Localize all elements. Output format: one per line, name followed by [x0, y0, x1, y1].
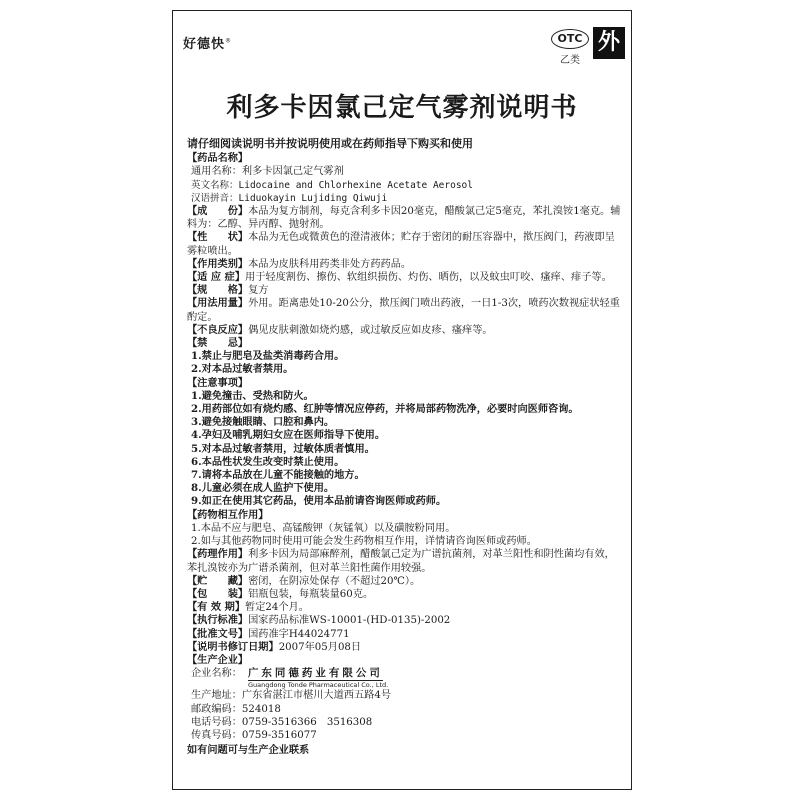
approval-label: 【批准文号】 — [187, 627, 249, 640]
interactions-header: 【药物相互作用】 — [187, 508, 269, 521]
revision-text: 2007年05月08日 — [278, 641, 362, 653]
adverse-section — [187, 324, 623, 337]
company-phone: 电话号码：0759-3516366 3516308 — [191, 716, 373, 728]
company-name-block — [248, 667, 388, 689]
revision-section — [187, 641, 623, 654]
ingredients-text: 本品为复方制剂，每克含利多卡因20毫克，醋酸氯己定5毫克，苯扎溴铵1毫克。辅料为：乙醇、异丙醇、抛射剂。 — [187, 206, 621, 231]
approval-text: 国药准字H44024771 — [248, 628, 350, 640]
registered-mark: ® — [225, 37, 233, 45]
precaution-item: 6.本品性状发生改变时禁止使用。 — [191, 455, 345, 468]
category-section — [187, 258, 623, 271]
otc-class-label: 乙类 — [560, 55, 580, 66]
company-name-en: Guangdong Tonde Pharmaceutical Co., Ltd. — [247, 681, 389, 690]
spec-label: 【规 格】 — [187, 284, 249, 297]
precaution-item: 1.避免撞击、受热和防火。 — [191, 389, 314, 402]
company-name-row — [187, 667, 623, 689]
reading-instruction: 请仔细阅读说明书并按说明使用或在药师指导下购买和使用 — [187, 137, 473, 150]
interaction-item: 2.如与其他药物同时使用可能会发生药物相互作用，详情请咨询医师或药师。 — [191, 536, 537, 548]
leaflet-body — [187, 137, 623, 757]
pharmacology-text: 利多卡因为局部麻醉剂，醋酸氯己定为广谱抗菌剂，对革兰阳性和阴性菌均有效，苯扎溴铵亦为广谱杀菌剂，但对革兰阳性菌作用较强。 — [187, 549, 615, 574]
category-label: 【作用类别】 — [187, 257, 249, 270]
english-name: 英文名称：Lidocaine and Chlorhexine Acetate Aerosol — [191, 179, 473, 191]
storage-label: 【贮 藏】 — [187, 574, 249, 587]
revision-label: 【说明书修订日期】 — [187, 640, 279, 653]
standard-label: 【执行标准】 — [187, 614, 249, 627]
external-use-badge: 外 — [593, 27, 625, 59]
storage-section — [187, 575, 623, 588]
adverse-label: 【不良反应】 — [187, 323, 249, 336]
precautions-header: 【注意事项】 — [187, 376, 249, 389]
contraindications-header: 【禁 忌】 — [187, 337, 249, 350]
contraindication-item: 2.对本品过敏者禁用。 — [191, 363, 294, 376]
ingredients-section — [187, 205, 623, 231]
standard-text: 国家药品标准WS-10001-(HD-0135)-2002 — [248, 615, 451, 627]
pharmacology-label: 【药理作用】 — [187, 548, 249, 561]
validity-text: 暂定24个月。 — [245, 602, 309, 614]
indications-section — [187, 271, 623, 284]
precaution-item: 3.避免接触眼睛、口腔和鼻内。 — [191, 416, 335, 429]
approval-section — [187, 628, 623, 641]
usage-text: 外用。距离患处10-20公分，揿压阀门喷出药液，一日1-3次，喷药次数视症状轻重酌定。 — [187, 298, 620, 323]
usage-section — [187, 297, 623, 323]
leaflet-sheet — [172, 10, 632, 790]
character-section — [187, 231, 623, 257]
closing-note: 如有问题可与生产企业联系 — [187, 744, 310, 757]
company-label: 企业名称： — [191, 668, 242, 680]
pinyin-name: 汉语拼音：Liduokayin Lujiding Qiwuji — [191, 192, 388, 204]
precaution-item: 5.对本品过敏者禁用，过敏体质者慎用。 — [191, 442, 375, 455]
interaction-item: 1.本品不应与肥皂、高锰酸钾（灰锰氧）以及磺胺粉同用。 — [191, 522, 456, 534]
validity-section — [187, 601, 623, 614]
character-text: 本品为无色或微黄色的澄清液体；贮存于密闭的耐压容器中，揿压阀门，药液即呈雾粒喷出。 — [187, 232, 615, 257]
precaution-item: 7.请将本品放在儿童不能接触的地方。 — [191, 469, 365, 482]
validity-label: 【有 效 期】 — [187, 601, 246, 614]
company-name-cn: 广东同德药业有限公司 — [248, 667, 383, 681]
spec-text: 复方 — [248, 285, 269, 297]
document-title: 利多卡因氯己定气雾剂说明书 — [226, 93, 578, 123]
otc-oval-label: OTC — [551, 29, 589, 49]
generic-name: 通用名称：利多卡因氯己定气雾剂 — [191, 166, 344, 178]
standard-section — [187, 614, 623, 627]
package-section — [187, 588, 623, 601]
category-text: 本品为皮肤科用药类非处方药药品。 — [248, 258, 412, 270]
indications-text: 用于轻度割伤、擦伤、软组织损伤、灼伤、晒伤，以及蚊虫叮咬、瘙痒、痱子等。 — [245, 272, 612, 284]
manufacturer-header: 【生产企业】 — [187, 653, 249, 666]
otc-badge — [551, 29, 589, 75]
character-label: 【性 状】 — [187, 231, 249, 244]
precaution-item: 9.如正在使用其它药品，使用本品前请咨询医师或药师。 — [191, 495, 447, 508]
indications-label: 【适 应 症】 — [187, 271, 246, 284]
precaution-item: 4.孕妇及哺乳期妇女应在医师指导下使用。 — [191, 429, 386, 442]
company-address: 生产地址：广东省湛江市椹川大道西五路4号 — [191, 690, 392, 702]
adverse-text: 偶见皮肤刺激如烧灼感，或过敏反应如皮疹、瘙痒等。 — [248, 324, 493, 336]
package-text: 铝瓶包装，每瓶装量60克。 — [248, 588, 374, 600]
ingredients-label: 【成 份】 — [187, 205, 249, 218]
drug-name-header: 【药品名称】 — [187, 152, 249, 165]
precaution-item: 8.儿童必须在成人监护下使用。 — [191, 482, 335, 495]
spec-section — [187, 284, 623, 297]
company-fax: 传真号码：0759-3516077 — [191, 729, 317, 741]
package-label: 【包 装】 — [187, 587, 249, 600]
brand-logo — [183, 33, 232, 52]
usage-label: 【用法用量】 — [187, 297, 249, 310]
contraindication-item: 1.禁止与肥皂及盐类消毒药合用。 — [191, 350, 345, 363]
brand-name: 好德快 — [183, 37, 226, 52]
storage-text: 密闭，在阴凉处保存（不超过20℃）。 — [248, 575, 421, 587]
company-postcode: 邮政编码：524018 — [191, 703, 281, 715]
pharmacology-section — [187, 548, 623, 574]
precaution-item: 2.用药部位如有烧灼感、红肿等情况应停药，并将局部药物洗净，必要时向医师咨询。 — [191, 403, 579, 416]
